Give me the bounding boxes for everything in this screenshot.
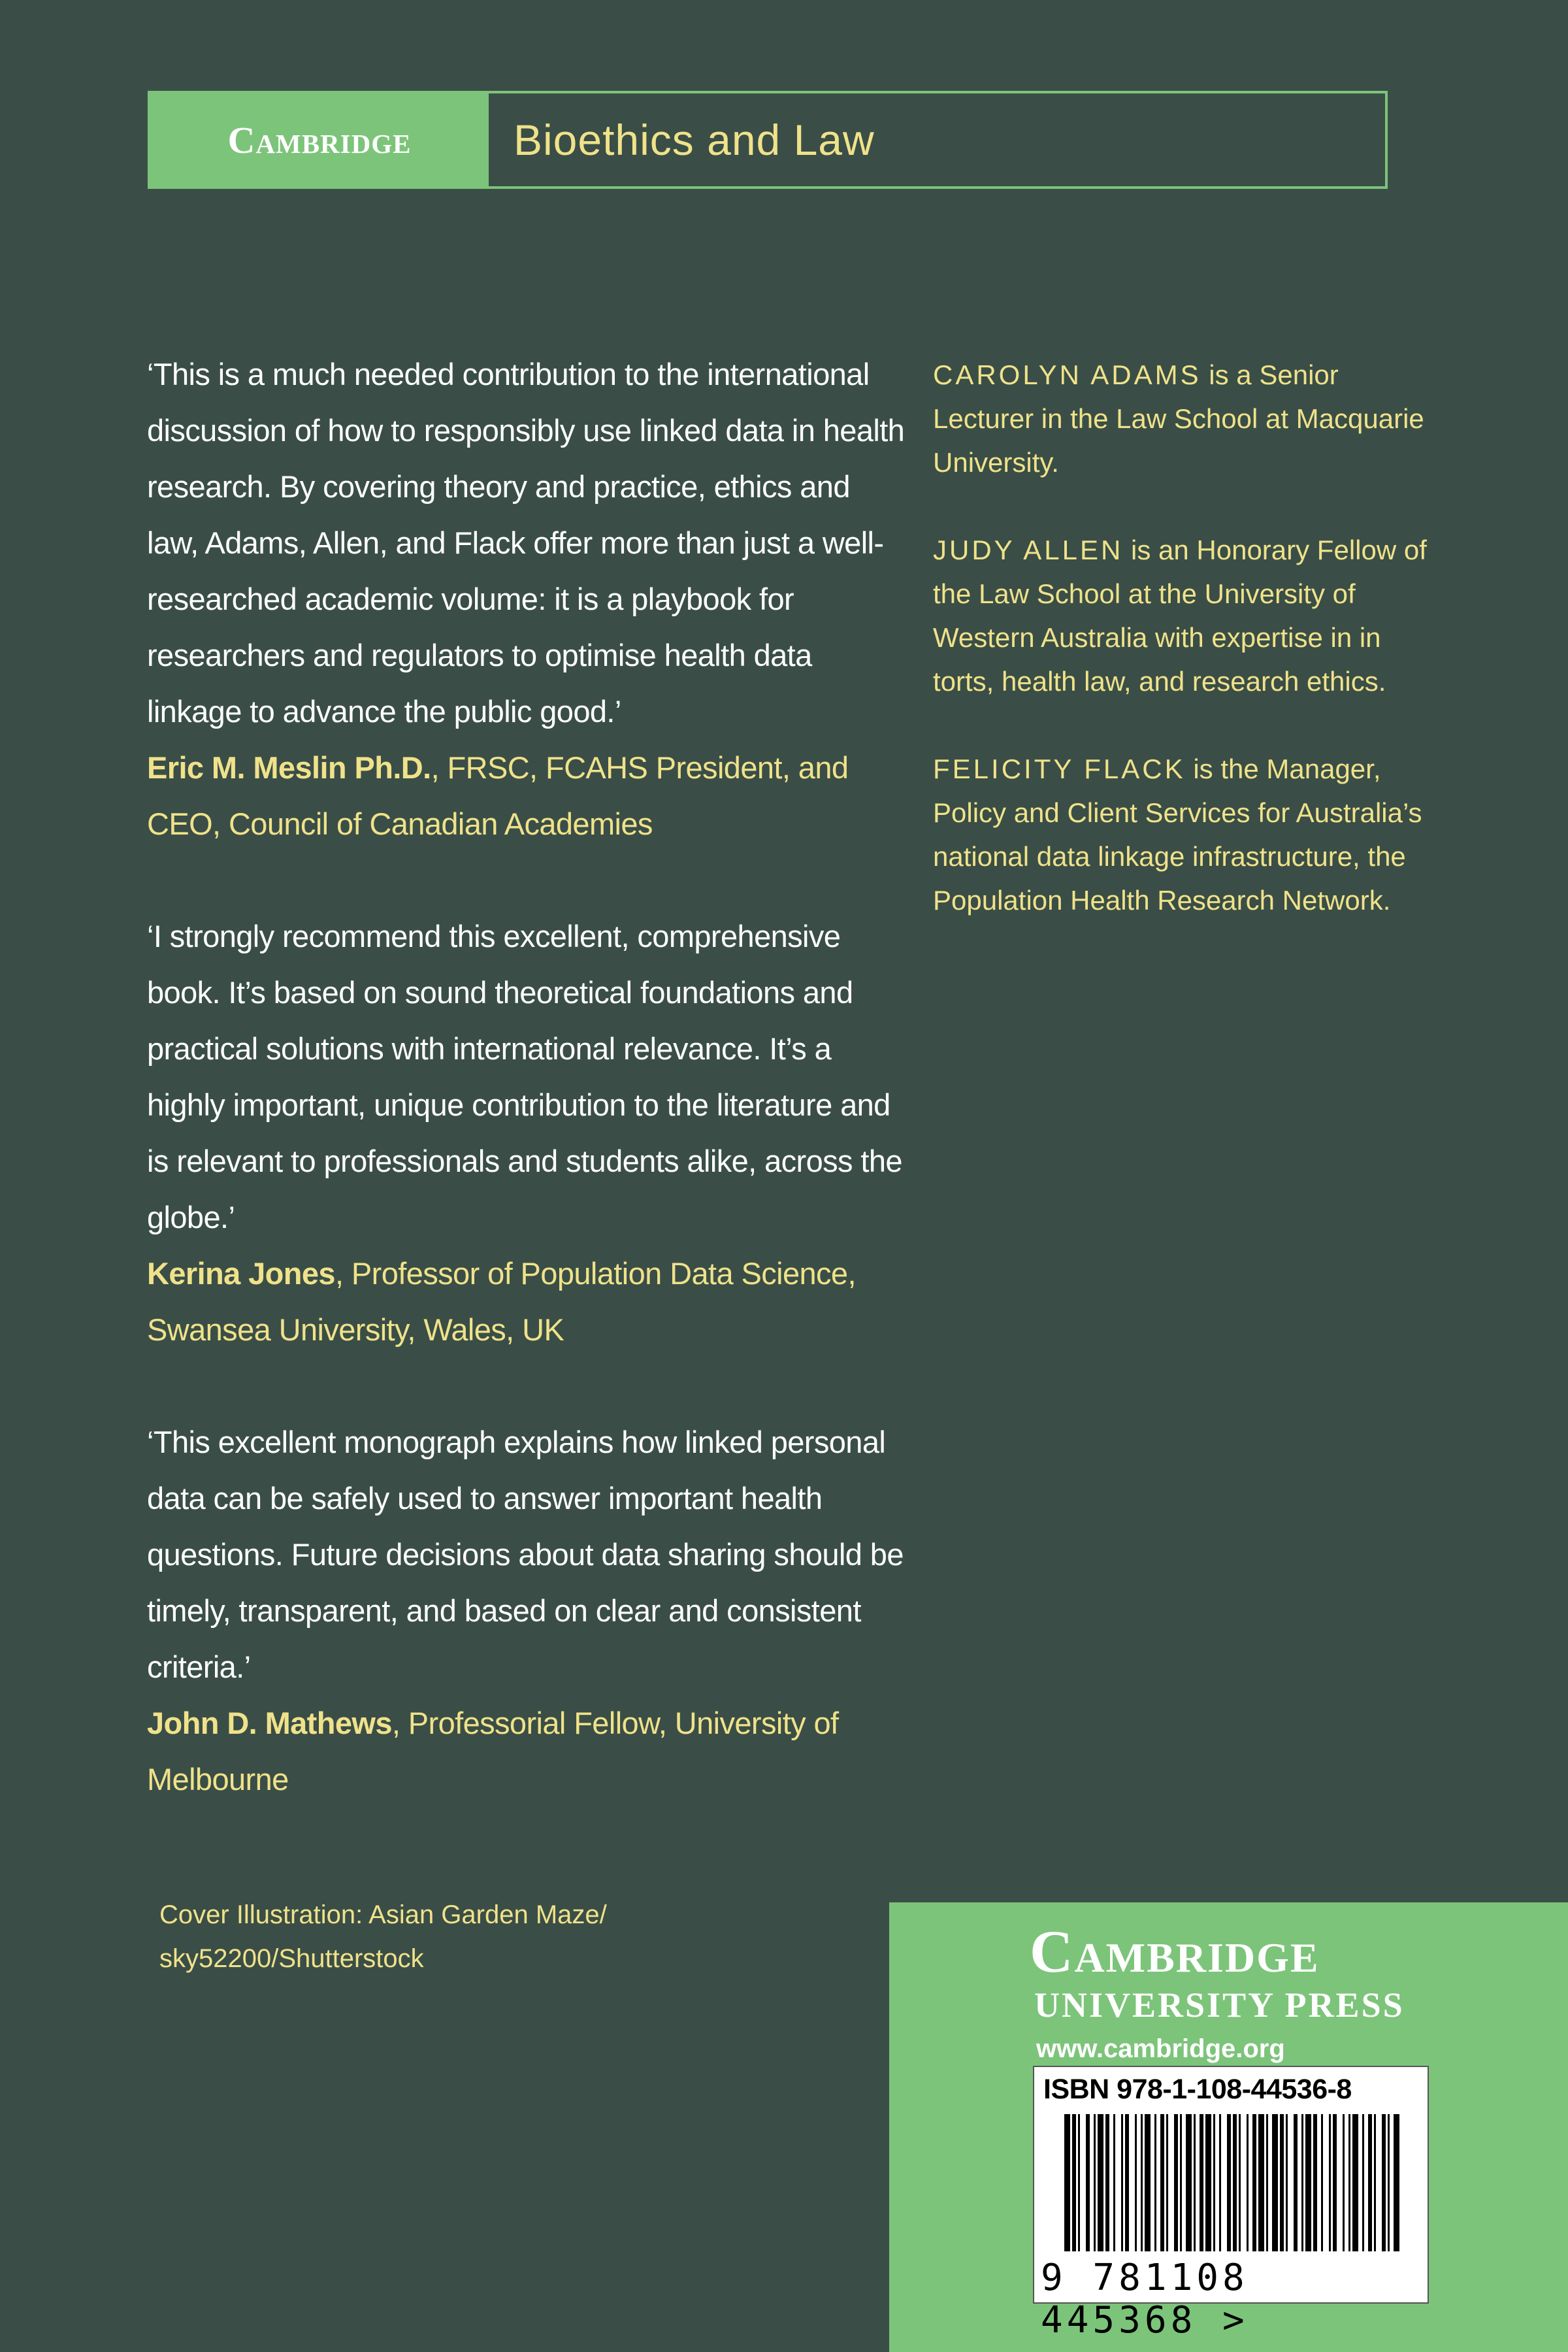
- barcode-bar: [1247, 2114, 1249, 2251]
- barcode-bar: [1348, 2114, 1350, 2251]
- barcode-bar: [1301, 2114, 1303, 2251]
- barcode-bar: [1258, 2114, 1264, 2251]
- barcode-bar: [1186, 2114, 1192, 2251]
- barcode-bar: [1205, 2114, 1211, 2251]
- barcode-digits: 9 781108 445368 >: [1041, 2257, 1249, 2342]
- barcode-bar: [1388, 2114, 1390, 2251]
- endorsement: [147, 1414, 905, 1808]
- author-bio: [933, 528, 1443, 703]
- barcode-bar: [1368, 2114, 1372, 2251]
- credit-line-1: Cover Illustration: Asian Garden Maze/: [159, 1900, 607, 1929]
- quote-affiliation: , Professorial Fellow, University of Melbourne: [147, 1706, 839, 1797]
- quote-attribution: [147, 740, 905, 852]
- barcode-bar: [1329, 2114, 1331, 2251]
- author-name: JUDY ALLEN: [933, 535, 1124, 565]
- barcode-bar: [1200, 2114, 1203, 2251]
- barcode-bar: [1121, 2114, 1123, 2251]
- quote-affiliation: , Professor of Population Data Science, Swansea University, Wales, UK: [147, 1256, 856, 1347]
- barcode-bar: [1382, 2114, 1386, 2251]
- barcode-bar: [1233, 2114, 1237, 2251]
- barcode-bar: [1125, 2114, 1129, 2251]
- barcode-bar: [1174, 2114, 1178, 2251]
- barcode-bar: [1113, 2114, 1115, 2251]
- barcode-bar: [1141, 2114, 1143, 2251]
- quote-text: ‘This is a much needed contribution to the international discussion of how to responsibly use linked data in health research. By covering theory and practice, ethics and law, Adams, Allen, and Flack offer more than just a well-researched academic volume: it is a playbook for researchers and regulators to optimise health data linkage to advance the public good.’: [147, 357, 905, 729]
- isbn-label: ISBN 978-1-108-44536-8: [1043, 2074, 1352, 2105]
- quote-affiliation: , FRSC, FCAHS President, and CEO, Council of Canadian Academies: [147, 750, 849, 841]
- barcode-bar: [1343, 2114, 1345, 2251]
- author-bio: [933, 747, 1443, 922]
- author-description: is a Senior Lecturer in the Law School at Macquarie University.: [933, 359, 1424, 478]
- cover-credit: [159, 1893, 747, 1981]
- series-brand: Cambridge: [150, 93, 489, 186]
- barcode-bar: [1154, 2114, 1156, 2251]
- barcode-bar: [1394, 2114, 1399, 2251]
- barcode-bar: [1266, 2114, 1268, 2251]
- publisher-subtitle: UNIVERSITY PRESS: [1034, 1985, 1405, 2025]
- endorsement: [147, 346, 905, 852]
- credit-line-2: sky52200/Shutterstock: [159, 1944, 424, 1973]
- barcode-bar: [1064, 2114, 1070, 2251]
- barcode-bar: [1362, 2114, 1364, 2251]
- series-banner: [148, 91, 1388, 189]
- barcode-bar: [1180, 2114, 1182, 2251]
- barcode-bar: [1194, 2114, 1196, 2251]
- barcode-bar: [1135, 2114, 1137, 2251]
- barcode: [1033, 2066, 1429, 2342]
- author-bio: [933, 353, 1443, 484]
- quote-author: John D. Mathews: [147, 1706, 392, 1740]
- barcode-bar: [1280, 2114, 1284, 2251]
- barcode-bar: [1333, 2114, 1337, 2251]
- barcode-bar: [1160, 2114, 1164, 2251]
- barcode-bar: [1239, 2114, 1241, 2251]
- author-description: is the Manager, Policy and Client Services for Australia’s national data linkage infrastructure, the Population Health Research Network.: [933, 754, 1422, 916]
- quote-author: Eric M. Meslin Ph.D.: [147, 750, 431, 785]
- endorsements: [147, 346, 905, 1864]
- barcode-bar: [1294, 2114, 1298, 2251]
- author-name: CAROLYN ADAMS: [933, 359, 1201, 390]
- barcode-bar: [1213, 2114, 1215, 2251]
- quote-author: Kerina Jones: [147, 1256, 335, 1291]
- barcode-bar: [1352, 2114, 1358, 2251]
- quote-attribution: [147, 1246, 905, 1358]
- author-name: FELICITY FLACK: [933, 754, 1186, 784]
- barcode-bar: [1305, 2114, 1311, 2251]
- barcode-bar: [1098, 2114, 1103, 2251]
- barcode-bar: [1086, 2114, 1090, 2251]
- publisher-url: www.cambridge.org: [1036, 2034, 1285, 2063]
- barcode-bar: [1286, 2114, 1288, 2251]
- barcode-bar: [1078, 2114, 1080, 2251]
- quote-attribution: [147, 1695, 905, 1808]
- publisher-name: Cambridge: [1030, 1918, 1320, 1985]
- author-description: is an Honorary Fellow of the Law School at the University of Western Australia with expertise in in torts, health law, and research ethics.: [933, 535, 1427, 697]
- barcode-bar: [1227, 2114, 1231, 2251]
- barcode-bar: [1094, 2114, 1096, 2251]
- barcode-bar: [1105, 2114, 1109, 2251]
- barcode-bar: [1166, 2114, 1168, 2251]
- barcode-bar: [1145, 2114, 1151, 2251]
- quote-text: ‘I strongly recommend this excellent, comprehensive book. It’s based on sound theoretical foundations and practical solutions with international relevance. It’s a highly important, unique contribution to the literature and is relevant to professionals and students alike, across the globe.’: [147, 919, 902, 1234]
- endorsement: [147, 908, 905, 1358]
- barcode-bar: [1252, 2114, 1256, 2251]
- barcode-bar: [1374, 2114, 1376, 2251]
- barcode-bar: [1313, 2114, 1317, 2251]
- barcode-bar: [1321, 2114, 1323, 2251]
- author-bios: [933, 353, 1443, 966]
- publisher-panel: [889, 1902, 1568, 2352]
- quote-text: ‘This excellent monograph explains how linked personal data can be safely used to answer important health questions. Future decisions about data sharing should be timely, transparent, and based on clear and consistent criteria.’: [147, 1425, 904, 1684]
- barcode-bar: [1272, 2114, 1278, 2251]
- barcode-bar: [1072, 2114, 1076, 2251]
- barcode-bar: [1219, 2114, 1221, 2251]
- series-title: Bioethics and Law: [514, 116, 875, 164]
